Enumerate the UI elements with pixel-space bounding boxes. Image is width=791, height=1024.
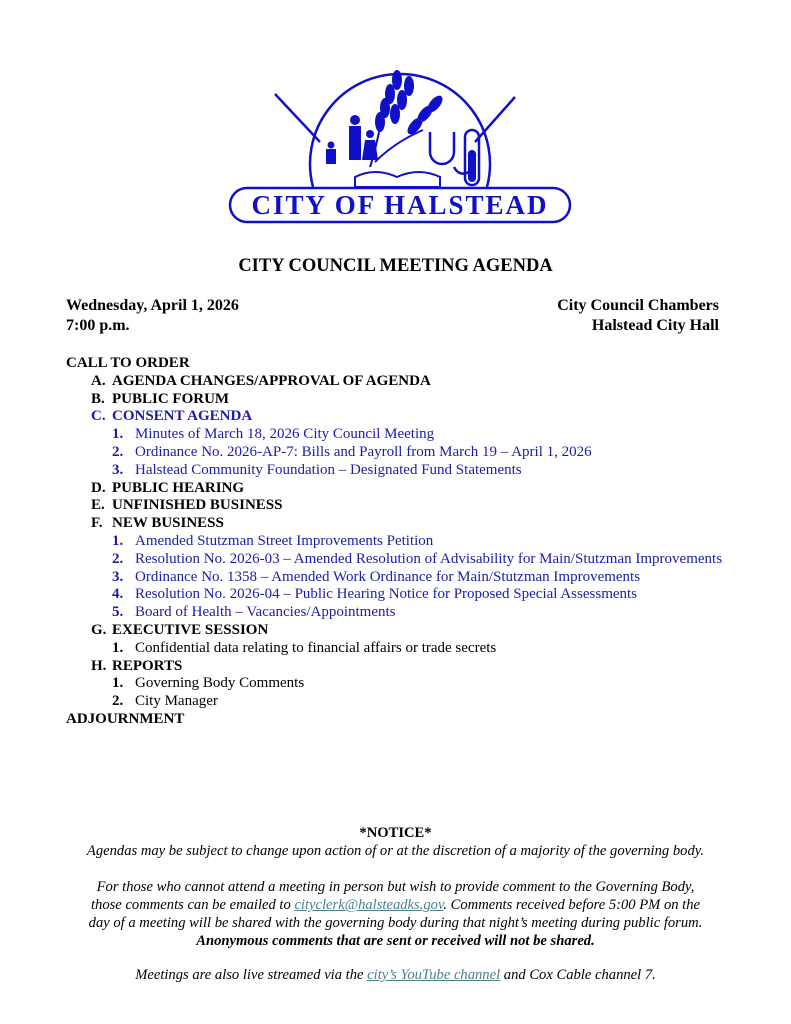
meeting-date-time (66, 296, 239, 336)
notice-section (0, 824, 791, 984)
meeting-room: City Council Chambers (557, 297, 719, 314)
section-title: AGENDA CHANGES/APPROVAL OF AGENDA (112, 372, 431, 389)
comment-paragraph (0, 878, 791, 950)
section-title: CONSENT AGENDA (112, 408, 253, 425)
agenda-section (66, 658, 190, 676)
item-number: 3. (112, 461, 124, 478)
item-number: 1. (112, 532, 124, 549)
item-number: 4. (112, 586, 124, 603)
item-number: 2. (112, 550, 124, 567)
agenda-section (66, 408, 253, 426)
stream-text: Meetings are also live streamed via the (135, 967, 368, 983)
item-text: Resolution No. 2026-04 – Public Hearing Notice for Proposed Special Assessments (135, 586, 638, 603)
call-to-order: CALL TO ORDER (66, 355, 190, 371)
agenda-section (66, 390, 230, 409)
section-letter: C. (91, 408, 106, 425)
agenda-item (66, 568, 641, 587)
stream-text: and Cox Cable channel 7. (500, 967, 656, 983)
comment-line-2 (0, 896, 791, 914)
book-icon (355, 172, 440, 187)
item-text: Amended Stutzman Street Improvements Petition (135, 532, 434, 549)
item-text: Ordinance No. 2026-AP-7: Bills and Payroll from March 19 – April 1, 2026 (135, 443, 592, 460)
section-title: UNFINISHED BUSINESS (112, 497, 283, 514)
meeting-time: 7:00 p.m. (66, 317, 130, 334)
agenda-item (66, 586, 638, 604)
item-text: Resolution No. 2026-03 – Amended Resolution of Advisability for Main/Stutzman Improvements (135, 550, 723, 567)
meeting-building: Halstead City Hall (591, 317, 719, 334)
agenda-item (66, 693, 218, 711)
notice-heading: *NOTICE* (359, 825, 432, 841)
adjournment: ADJOURNMENT (66, 710, 185, 727)
page-title: CITY COUNCIL MEETING AGENDA (238, 256, 553, 276)
agenda-item (66, 675, 305, 693)
family-icon (326, 115, 378, 164)
section-title: PUBLIC HEARING (112, 479, 245, 496)
item-number: 3. (112, 568, 124, 585)
item-text: Governing Body Comments (135, 675, 305, 692)
section-letter: G. (91, 621, 107, 638)
section-title: REPORTS (112, 657, 183, 674)
agenda-section (66, 479, 245, 498)
section-title: EXECUTIVE SESSION (112, 621, 269, 638)
section-letter: F. (91, 515, 103, 532)
item-text: Board of Health – Vacancies/Appointments (135, 604, 396, 621)
section-letter: B. (91, 390, 105, 407)
city-logo (225, 42, 575, 227)
item-number: 2. (112, 693, 124, 710)
logo-wordmark: CITY OF HALSTEAD (251, 190, 549, 220)
item-text: Halstead Community Foundation – Designated Fund Statements (135, 461, 522, 478)
item-text: City Manager (135, 693, 218, 710)
agenda-item (66, 443, 592, 462)
section-letter: E. (91, 497, 105, 514)
section-letter: H. (91, 657, 107, 674)
item-number: 1. (112, 426, 124, 443)
section-title: PUBLIC FORUM (112, 390, 230, 407)
meeting-location (557, 296, 719, 336)
agenda-section (66, 372, 431, 391)
agenda-item (66, 461, 522, 480)
section-letter: A. (91, 372, 106, 389)
agenda-item (66, 532, 434, 551)
comment-line-1: For those who cannot attend a meeting in person but wish to provide comment to the Governing Body, (96, 879, 695, 895)
comment-text: . Comments received before 5:00 PM on the (443, 897, 701, 913)
agenda-section (66, 621, 269, 640)
youtube-link[interactable]: city’s YouTube channel (367, 967, 501, 983)
meeting-date: Wednesday, April 1, 2026 (66, 297, 239, 314)
comment-line-3: day of a meeting will be shared with the governing body during that night’s meeting during public forum. (88, 915, 703, 931)
agenda-item (66, 604, 396, 622)
agenda-list (66, 355, 723, 729)
agenda-section (66, 497, 283, 515)
section-title: NEW BUSINESS (112, 515, 224, 532)
item-text: Ordinance No. 1358 – Amended Work Ordinance for Main/Stutzman Improvements (135, 568, 641, 585)
anonymous-warning: Anonymous comments that are sent or received will not be shared. (196, 933, 595, 949)
agenda-item (66, 550, 723, 569)
agenda-item (66, 426, 435, 444)
item-text: Confidential data relating to financial affairs or trade secrets (135, 639, 497, 656)
comment-text: those comments can be emailed to (90, 897, 295, 913)
agenda-section (66, 515, 224, 533)
email-link[interactable]: cityclerk@halsteadks.gov (294, 897, 444, 913)
item-text: Minutes of March 18, 2026 City Council Meeting (135, 426, 435, 443)
stethoscope-icon (430, 132, 469, 174)
item-number: 1. (112, 675, 124, 692)
item-number: 1. (112, 639, 124, 656)
item-number: 2. (112, 443, 124, 460)
notice-line: Agendas may be subject to change upon action of or at the discretion of a majority of the governing body. (86, 843, 705, 859)
agenda-item (66, 639, 497, 658)
stream-line (0, 966, 791, 984)
section-letter: D. (91, 479, 106, 496)
item-number: 5. (112, 604, 124, 621)
